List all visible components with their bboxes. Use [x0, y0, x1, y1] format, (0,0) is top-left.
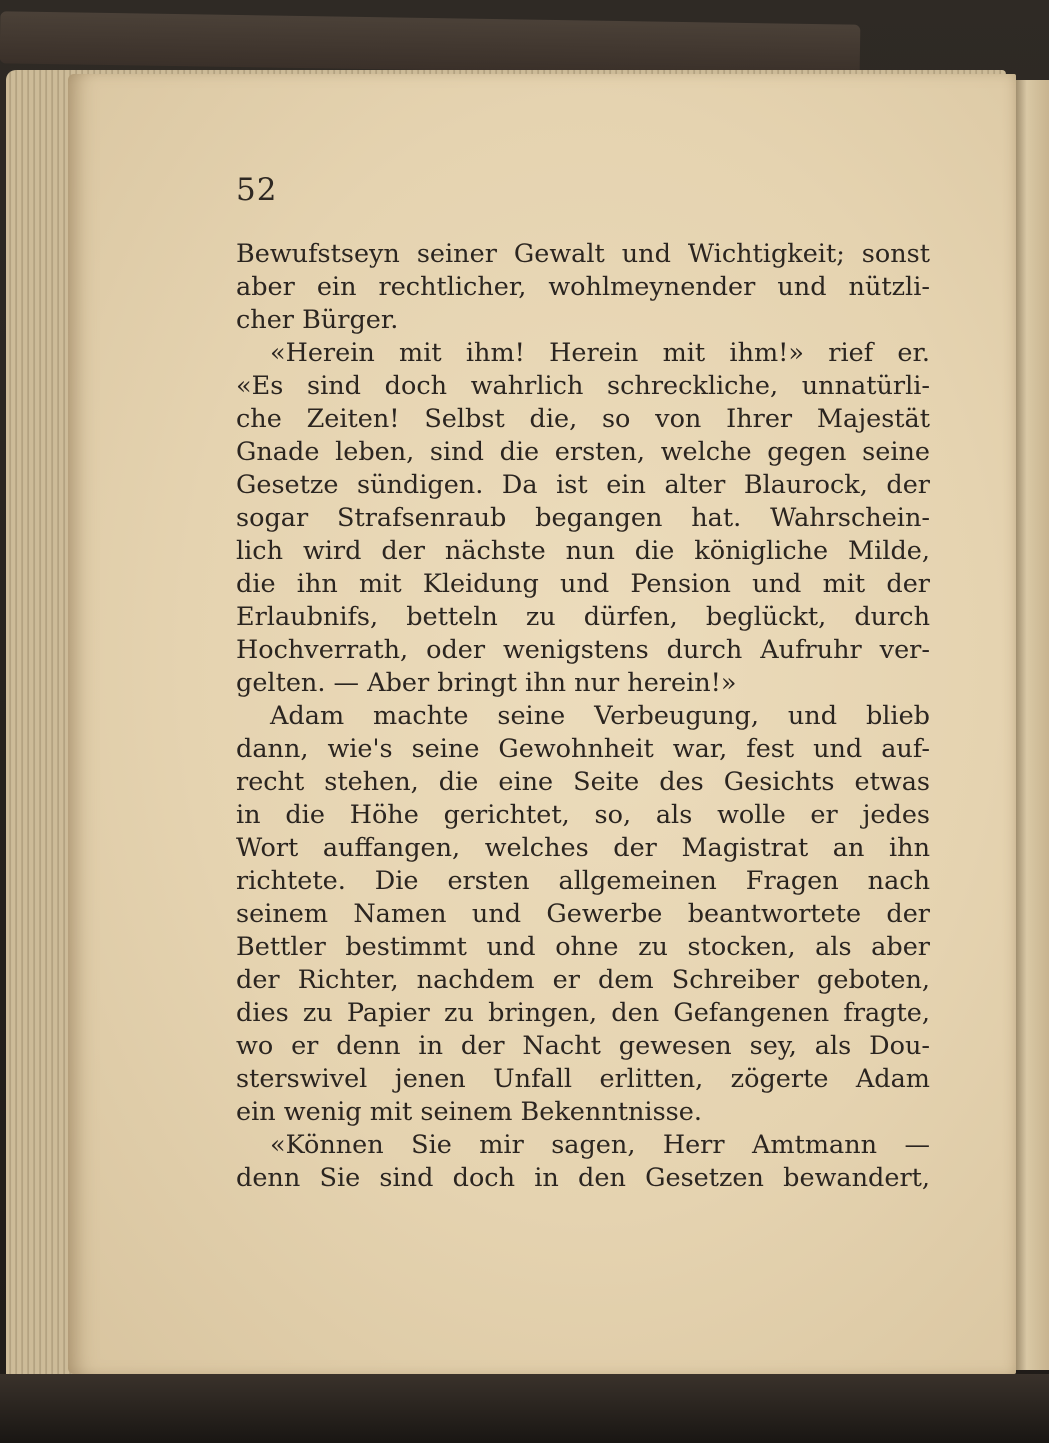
text-line: aber ein rechtlicher, wohlmeynender und nützli- [236, 272, 930, 302]
text-line: wo er denn in der Nacht gewesen sey, als Dou- [236, 1031, 930, 1061]
text-line: Erlaubnifs, betteln zu dürfen, beglückt, durch [236, 602, 930, 632]
text-line: «Es sind doch wahrlich schreckliche, unnatürli- [236, 371, 930, 401]
text-line: Wort auffangen, welches der Magistrat an ihn [236, 833, 930, 863]
text-line: richtete. Die ersten allgemeinen Fragen nach [236, 866, 930, 896]
text-line: Bettler bestimmt und ohne zu stocken, als aber [236, 932, 930, 962]
text-line: lich wird der nächste nun die königliche Milde, [236, 536, 930, 566]
text-line: «Herein mit ihm! Herein mit ihm!» rief er. [270, 338, 930, 368]
text-line: der Richter, nachdem er dem Schreiber geboten, [236, 965, 930, 995]
text-line: Gnade leben, sind die ersten, welche gegen seine [236, 437, 930, 467]
text-line: gelten. — Aber bringt ihn nur herein!» [236, 668, 737, 698]
text-line: in die Höhe gerichtet, so, als wolle er jedes [236, 800, 930, 830]
page-number: 52 [236, 172, 278, 208]
book-bottom-shadow [0, 1374, 1049, 1443]
text-line: Bewufstseyn seiner Gewalt und Wichtigkeit; sonst [236, 239, 930, 269]
text-line: dies zu Papier zu bringen, den Gefangenen fragte, [236, 998, 930, 1028]
text-line: denn Sie sind doch in den Gesetzen bewandert, [236, 1163, 930, 1193]
text-line: cher Bürger. [236, 305, 399, 335]
text-line: seinem Namen und Gewerbe beantwortete der [236, 899, 930, 929]
text-line: dann, wie's seine Gewohnheit war, fest und auf- [236, 734, 930, 764]
text-line: die ihn mit Kleidung und Pension und mit der [236, 569, 930, 599]
facing-page-edge [1012, 80, 1049, 1370]
text-line: Hochverrath, oder wenigstens durch Aufruhr ver- [236, 635, 930, 665]
text-line: sterswivel jenen Unfall erlitten, zögerte Adam [236, 1064, 930, 1094]
text-line: Gesetze sündigen. Da ist ein alter Blaurock, der [236, 470, 930, 500]
text-line: che Zeiten! Selbst die, so von Ihrer Majestät [236, 404, 930, 434]
text-line: recht stehen, die eine Seite des Gesichts etwas [236, 767, 930, 797]
text-line: «Können Sie mir sagen, Herr Amtmann — [270, 1130, 930, 1160]
page-text-body [236, 238, 930, 1195]
text-line: Adam machte seine Verbeugung, und blieb [270, 701, 930, 731]
text-line: ein wenig mit seinem Bekenntnisse. [236, 1097, 702, 1127]
text-line: sogar Strafsenraub begangen hat. Wahrschein- [236, 503, 930, 533]
